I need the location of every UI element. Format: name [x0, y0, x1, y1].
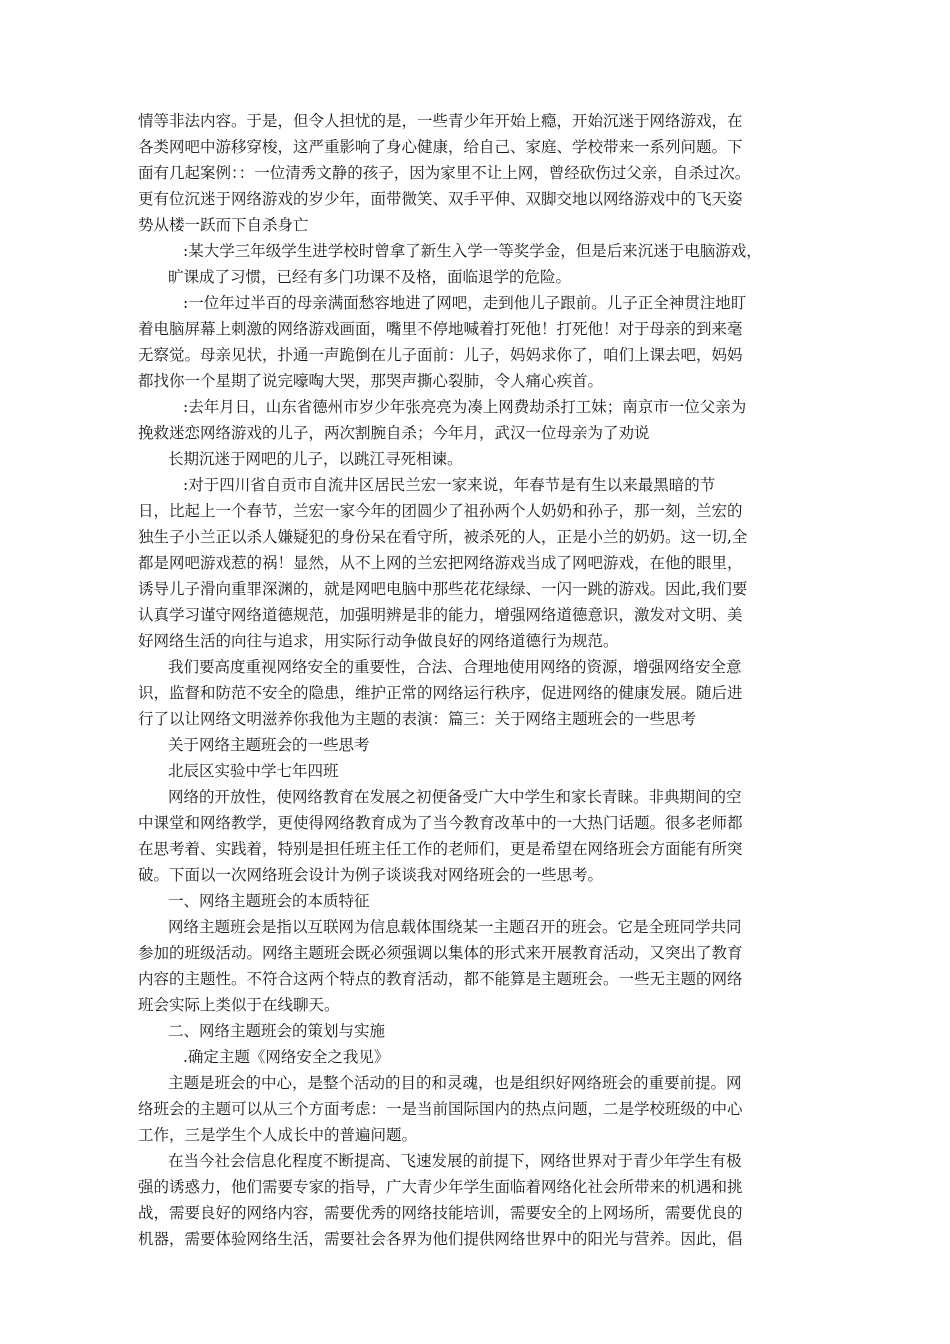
- text-line: 面有几起案例：：一位清秀文静的孩子，因为家里不让上网，曾经砍伤过父亲，自杀过次。: [138, 164, 751, 182]
- document-body: [138, 108, 818, 1252]
- text-line: 都找你一个星期了说完嚎啕大哭，那哭声撕心裂肺，令人痛心疾首。: [138, 372, 604, 390]
- text-line: 网络的开放性，使网络教育在发展之初便备受广大中学生和家长青睐。非典期间的空: [168, 788, 742, 806]
- text-line: 挽救迷恋网络游戏的儿子，两次割腕自杀；今年月，武汉一位母亲为了劝说: [138, 424, 650, 442]
- text-line: 参加的班级活动。网络主题班会既必须强调以集体的形式来开展教育活动，又突出了教育: [138, 944, 743, 962]
- text-line: 主题是班会的中心，是整个活动的目的和灵魂，也是组织好网络班会的重要前提。网: [168, 1074, 742, 1092]
- text-line: 二、网络主题班会的策划与实施: [168, 1022, 386, 1040]
- text-line: 在思考着、实践着，特别是担任班主任工作的老师们，更是希望在网络班会方面能有所突: [138, 840, 743, 858]
- text-line: 势从楼一跃而下自杀身亡: [138, 216, 309, 234]
- text-line: :某大学三年级学生进学校时曾拿了新生入学一等奖学金，但是后来沉迷于电脑游戏，: [183, 242, 762, 260]
- text-line: 络班会的主题可以从三个方面考虑：一是当前国际国内的热点问题，二是学校班级的中心: [138, 1100, 743, 1118]
- text-line: 强的诱惑力，他们需要专家的指导，广大青少年学生面临着网络化社会所带来的机遇和挑: [138, 1178, 743, 1196]
- text-line: 班会实际上类似于在线聊天。: [138, 996, 340, 1014]
- text-line: 各类网吧中游移穿梭，这严重影响了身心健康，给自己、家庭、学校带来一系列问题。下: [138, 138, 743, 156]
- text-line: 行了以让网络文明滋养你我他为主题的表演：篇三：关于网络主题班会的一些思考: [138, 710, 697, 728]
- text-line: :对于四川省自贡市自流井区居民兰宏一家来说，年春节是有生以来最黑暗的节: [183, 476, 716, 494]
- text-line: :去年月日，山东省德州市岁少年张亮亮为凑上网费劫杀打工妹；南京市一位父亲为: [183, 398, 747, 416]
- text-line: 诱导儿子滑向重罪深渊的，就是网吧电脑中那些花花绿绿、一闪一跳的游戏。因此,我们要: [138, 580, 748, 598]
- text-line: :一位年过半百的母亲满面愁容地进了网吧，走到他儿子跟前。儿子正全神贯注地盯: [183, 294, 747, 312]
- text-line: 认真学习谨守网络道德规范，加强明辨是非的能力，增强网络道德意识，激发对文明、美: [138, 606, 743, 624]
- text-line: 无察觉。母亲见状，扑通一声跪倒在儿子面前：儿子，妈妈求你了，咱们上课去吧，妈妈: [138, 346, 743, 364]
- text-line: 好网络生活的向往与追求，用实际行动争做良好的网络道德行为规范。: [138, 632, 619, 650]
- text-line: 机器，需要体验网络生活，需要社会各界为他们提供网络世界中的阳光与营养。因此，倡: [138, 1230, 743, 1248]
- text-line: 长期沉迷于网吧的儿子，以跳江寻死相谏。: [168, 450, 463, 468]
- text-line: 网络主题班会是指以互联网为信息载体围绕某一主题召开的班会。它是全班同学共同: [168, 918, 742, 936]
- text-line: 战，需要良好的网络内容，需要优秀的网络技能培训，需要安全的上网场所，需要优良的: [138, 1204, 743, 1222]
- text-line: 破。下面以一次网络班会设计为例子谈谈我对网络班会的一些思考。: [138, 866, 604, 884]
- text-line: 我们要高度重视网络安全的重要性，合法、合理地使用网络的资源，增强网络安全意: [168, 658, 742, 676]
- text-line: 一、网络主题班会的本质特征: [168, 892, 370, 910]
- text-line: 在当今社会信息化程度不断提高、飞速发展的前提下，网络世界对于青少年学生有极: [168, 1152, 742, 1170]
- text-line: 更有位沉迷于网络游戏的岁少年，面带微笑、双手平伸、双脚交地以网络游戏中的飞天姿: [138, 190, 743, 208]
- text-line: 都是网吧游戏惹的祸！显然，从不上网的兰宏把网络游戏当成了网吧游戏，在他的眼里，: [138, 554, 743, 572]
- text-line: 中课堂和网络教学，更使得网络教育成为了当今教育改革中的一大热门话题。很多老师都: [138, 814, 743, 832]
- text-line: 关于网络主题班会的一些思考: [168, 736, 370, 754]
- text-line: 独生子小兰正以杀人嫌疑犯的身份呆在看守所，被杀死的人，正是小兰的奶奶。这一切,全: [138, 528, 748, 546]
- text-line: 情等非法内容。于是，但令人担忧的是，一些青少年开始上瘾，开始沉迷于网络游戏，在: [138, 112, 743, 130]
- text-line: 内容的主题性。不符合这两个特点的教育活动，都不能算是主题班会。一些无主题的网络: [138, 970, 743, 988]
- text-line: .确定主题《网络安全之我见》: [183, 1048, 390, 1066]
- text-line: 着电脑屏幕上刺激的网络游戏画面，嘴里不停地喊着打死他！打死他！对于母亲的到来毫: [138, 320, 743, 338]
- text-line: 日，比起上一个春节，兰宏一家今年的团圆少了祖孙两个人奶奶和孙子，那一刻，兰宏的: [138, 502, 743, 520]
- text-line: 北辰区实验中学七年四班: [168, 762, 339, 780]
- text-line: 识，监督和防范不安全的隐患，维护正常的网络运行秩序，促进网络的健康发展。随后进: [138, 684, 743, 702]
- text-line: 旷课成了习惯，已经有多门功课不及格，面临退学的危险。: [168, 268, 572, 286]
- text-line: 工作，三是学生个人成长中的普遍问题。: [138, 1126, 418, 1144]
